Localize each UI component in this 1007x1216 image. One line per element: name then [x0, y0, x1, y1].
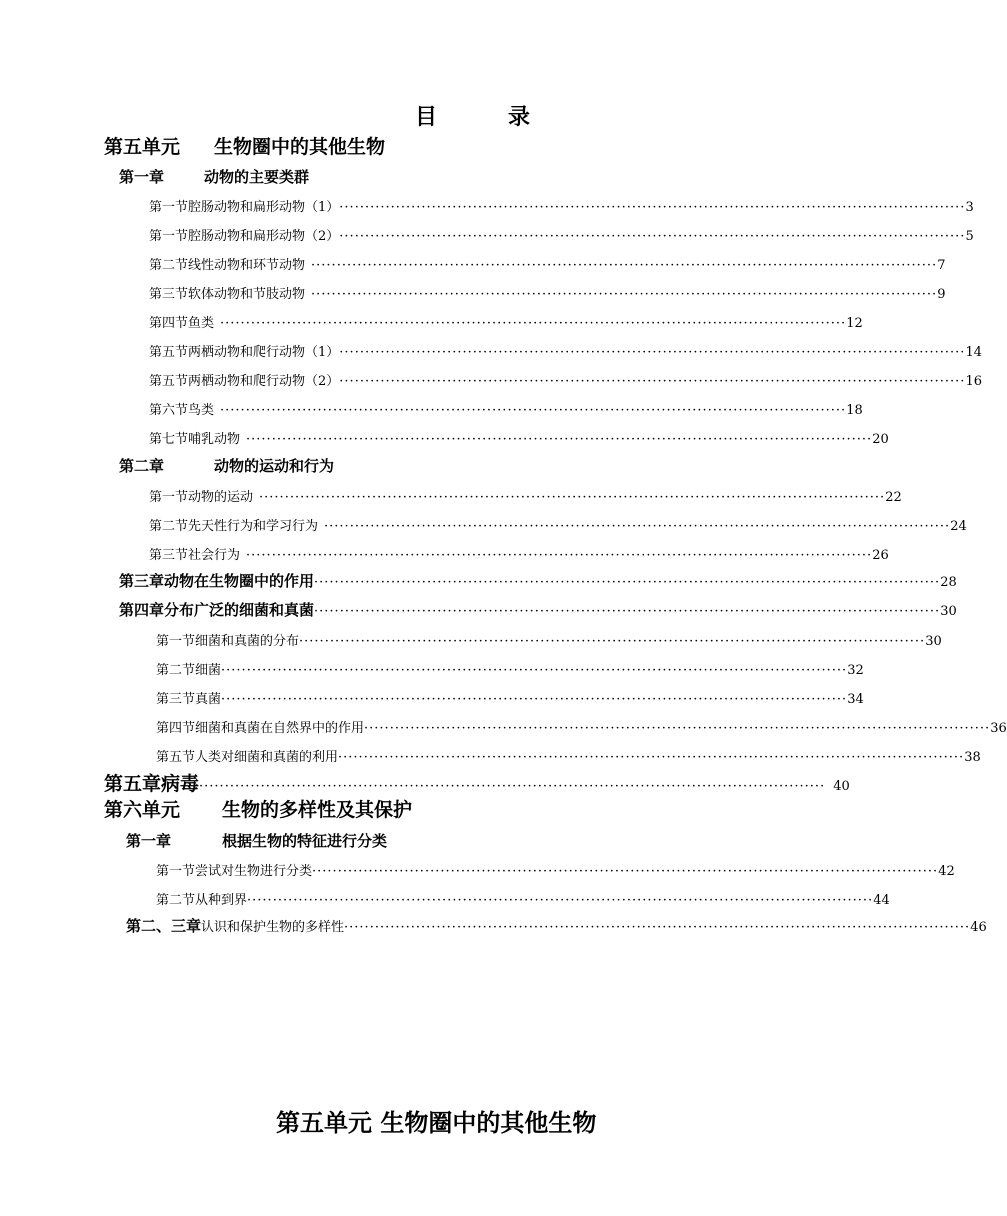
page-number: 40 [833, 779, 850, 794]
section-title: 细菌 [195, 663, 222, 678]
section-number: 第一节 [149, 229, 189, 244]
section-number: 第四节 [149, 316, 189, 331]
chapter-label: 第三章 [119, 572, 165, 590]
chapter-title: 认识和保护生物的多样性 [201, 920, 345, 935]
page-number: 12 [846, 316, 863, 331]
dot-leader: ·························································································································· [314, 575, 941, 590]
section-title: 哺乳动物 [188, 432, 241, 447]
page-number: 36 [990, 721, 1007, 736]
toc-entry[interactable] [149, 200, 974, 215]
dot-leader: ·························································································································· [220, 316, 847, 331]
page-number: 46 [970, 920, 987, 935]
dot-leader: ·························································································································· [344, 920, 971, 935]
section-title: 细菌和真菌在自然界中的作用 [195, 721, 365, 736]
toc-entry[interactable] [149, 229, 974, 244]
page-number: 22 [885, 490, 902, 505]
page-number: 42 [938, 864, 955, 879]
section-title: 线性动物和环节动物 [188, 258, 306, 273]
toc-entry[interactable] [156, 721, 1007, 736]
section-number: 第一节 [156, 634, 196, 649]
dot-leader: ·························································································································· [259, 490, 886, 505]
toc-entry[interactable] [149, 490, 902, 505]
section-number: 第一节 [156, 864, 196, 879]
toc-title-left: 目 [415, 105, 438, 130]
dot-leader: ·························································································································· [364, 721, 991, 736]
section-title: 腔肠动物和扁形动物（2） [188, 229, 340, 244]
section-title: 鸟类 [188, 403, 215, 418]
section-number: 第二节 [156, 663, 196, 678]
toc-entry[interactable] [156, 634, 942, 649]
chapter-label: 第五章 [104, 773, 162, 795]
page-number: 3 [965, 200, 974, 215]
unit6-label: 第六单元 [104, 799, 181, 821]
toc-entry[interactable] [156, 692, 864, 707]
section-number: 第二节 [149, 258, 189, 273]
page-number: 34 [847, 692, 864, 707]
chapter-name: 分布广泛的细菌和真菌 [164, 601, 315, 619]
page-number: 16 [965, 374, 982, 389]
u6-ch1-label: 第一章 [126, 832, 172, 850]
page-number: 24 [950, 519, 967, 534]
dot-leader: ·························································································································· [220, 403, 847, 418]
toc-entry[interactable] [149, 548, 889, 563]
unit5-label: 第五单元 [104, 136, 181, 158]
page-number: 14 [965, 345, 982, 360]
dot-leader: ·························································································································· [311, 258, 938, 273]
section-title: 软体动物和节肢动物 [188, 287, 306, 302]
section-title: 从种到界 [195, 893, 248, 908]
section-title: 腔肠动物和扁形动物（1） [188, 200, 340, 215]
section-title: 鱼类 [188, 316, 215, 331]
section-number: 第二节 [156, 893, 196, 908]
chapter-name: 动物在生物圈中的作用 [164, 572, 315, 590]
toc-chapter-entry[interactable] [126, 917, 987, 935]
dot-leader: ·························································································································· [311, 287, 938, 302]
dot-leader: ·························································································································· [312, 864, 939, 879]
toc-title-right: 录 [508, 105, 531, 130]
page-number: 30 [925, 634, 942, 649]
dot-leader: ·························································································································· [339, 200, 966, 215]
dot-leader: ·························································································································· [324, 519, 951, 534]
page-number: 9 [937, 287, 946, 302]
page-number: 28 [940, 575, 957, 590]
dot-leader: ·························································································································· [299, 634, 926, 649]
toc-entry[interactable] [156, 663, 864, 678]
chapter-label: 第二、三章 [126, 917, 202, 935]
toc-entry[interactable] [149, 519, 967, 534]
section-number: 第三节 [149, 548, 189, 563]
toc-entry[interactable] [149, 432, 889, 447]
section-number: 第三节 [156, 692, 196, 707]
dot-leader: ·························································································································· [246, 548, 873, 563]
chapter-name: 病毒 [161, 773, 200, 795]
section-number: 第二节 [149, 519, 189, 534]
u5-ch2-label: 第二章 [119, 457, 165, 475]
section-number: 第一节 [149, 490, 189, 505]
toc-entry[interactable] [156, 893, 890, 908]
toc-entry[interactable] [149, 403, 863, 418]
section-title: 人类对细菌和真菌的利用 [195, 750, 339, 765]
unit5-name: 生物圈中的其他生物 [214, 136, 386, 158]
page-number: 26 [872, 548, 889, 563]
section-title: 动物的运动 [188, 490, 254, 505]
section-title: 两栖动物和爬行动物（1） [188, 345, 340, 360]
page-number: 20 [872, 432, 889, 447]
toc-entry[interactable] [149, 374, 982, 389]
section-title: 社会行为 [188, 548, 241, 563]
dot-leader: ·························································································································· [246, 432, 873, 447]
dot-leader: ·························································································································· [339, 345, 966, 360]
section-title: 先天性行为和学习行为 [188, 519, 319, 534]
dot-leader: ·························································································································· [338, 750, 965, 765]
section-number: 第一节 [149, 200, 189, 215]
toc-chapter-entry[interactable] [119, 601, 957, 619]
unit6-name: 生物的多样性及其保护 [222, 799, 413, 821]
dot-leader: ·························································································································· [314, 604, 941, 619]
toc-entry[interactable] [149, 345, 982, 360]
toc-entry[interactable] [156, 750, 981, 765]
page-number: 32 [847, 663, 864, 678]
toc-entry[interactable] [149, 287, 946, 302]
toc-entry[interactable] [149, 316, 863, 331]
section-title: 细菌和真菌的分布 [195, 634, 300, 649]
section-number: 第六节 [149, 403, 189, 418]
u6-ch1-name: 根据生物的特征进行分类 [222, 832, 388, 850]
page-number: 7 [937, 258, 946, 273]
section-number: 第五节 [149, 374, 189, 389]
section-number: 第五节 [149, 345, 189, 360]
dot-leader: ·························································································································· [221, 663, 848, 678]
page-number: 30 [940, 604, 957, 619]
section-number: 第四节 [156, 721, 196, 736]
page-number: 44 [873, 893, 890, 908]
section-number: 第七节 [149, 432, 189, 447]
page-number: 38 [964, 750, 981, 765]
section-title: 两栖动物和爬行动物（2） [188, 374, 340, 389]
dot-leader: ·························································································································· [339, 374, 966, 389]
u5-ch2-name: 动物的运动和行为 [214, 457, 335, 475]
toc-entry[interactable] [149, 258, 946, 273]
toc-chapter-entry[interactable] [104, 773, 850, 795]
page-number: 5 [965, 229, 974, 244]
dot-leader: ·························································································································· [221, 692, 848, 707]
u5-ch1-label: 第一章 [119, 168, 165, 186]
toc-chapter-entry[interactable] [119, 572, 957, 590]
section-title: 真菌 [195, 692, 222, 707]
dot-leader: ·························································································································· [199, 779, 826, 794]
section-number: 第五节 [156, 750, 196, 765]
section-title: 尝试对生物进行分类 [195, 864, 313, 879]
unit5-heading: 第五单元 生物圈中的其他生物 [276, 1109, 597, 1137]
section-number: 第三节 [149, 287, 189, 302]
u5-ch1-name: 动物的主要类群 [204, 168, 310, 186]
page-number: 18 [846, 403, 863, 418]
chapter-label: 第四章 [119, 601, 165, 619]
dot-leader: ·························································································································· [339, 229, 966, 244]
toc-entry[interactable] [156, 864, 955, 879]
dot-leader: ·························································································································· [247, 893, 874, 908]
